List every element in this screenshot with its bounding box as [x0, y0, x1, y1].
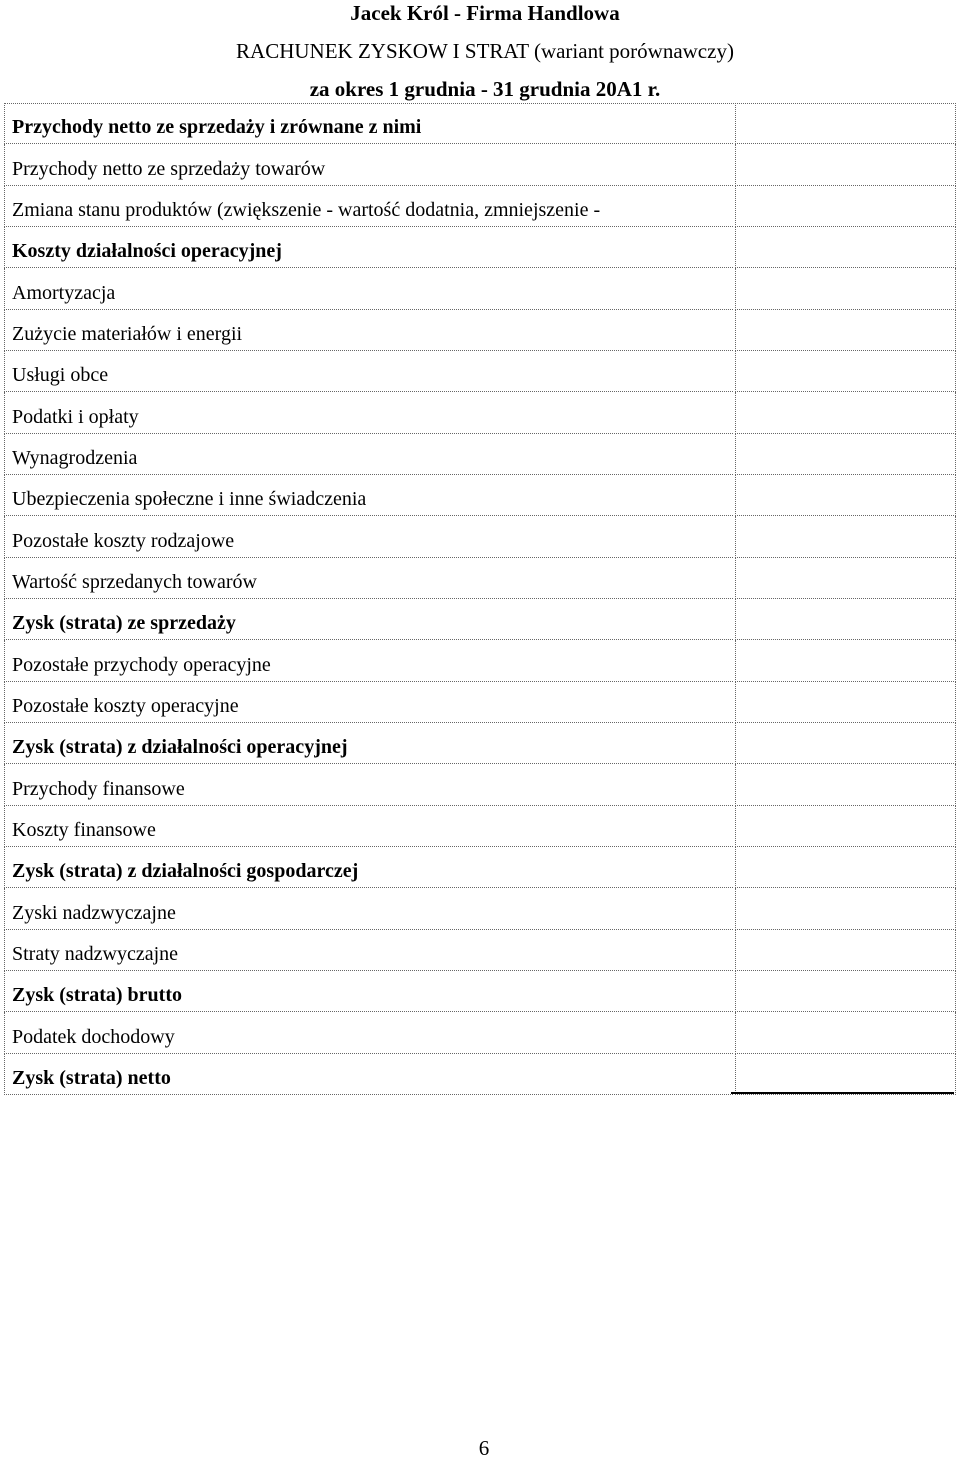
table-row	[4, 186, 956, 227]
row-value-cell	[735, 103, 956, 144]
row-label-cell	[4, 186, 733, 227]
row-label: Przychody netto ze sprzedaży i zrównane z nimi	[12, 116, 422, 139]
row-value-cell	[735, 640, 956, 681]
row-value-cell	[735, 599, 956, 640]
table-row	[4, 434, 956, 475]
row-value-cell	[735, 434, 956, 475]
table-row	[4, 640, 956, 681]
row-value-cell	[735, 227, 956, 268]
table-row	[4, 930, 956, 971]
row-label-cell	[4, 1012, 733, 1053]
row-value-cell	[735, 475, 956, 516]
row-label: Przychody netto ze sprzedaży towarów	[12, 157, 326, 180]
table-row	[4, 847, 956, 888]
table-row	[4, 1012, 956, 1053]
income-statement-table	[4, 103, 956, 1095]
row-label-cell	[4, 351, 733, 392]
row-label-cell	[4, 103, 733, 144]
row-label-cell	[4, 392, 733, 433]
row-label-cell	[4, 1054, 733, 1095]
row-value-cell	[735, 392, 956, 433]
row-label-cell	[4, 764, 733, 805]
row-label: Zyski nadzwyczajne	[12, 901, 176, 924]
row-label-cell	[4, 723, 733, 764]
table-row	[4, 516, 956, 557]
row-label-cell	[4, 682, 733, 723]
statement-title: RACHUNEK ZYSKOW I STRAT (wariant porównawczy)	[236, 39, 734, 63]
row-value-cell	[735, 930, 956, 971]
row-label: Usługi obce	[12, 364, 109, 387]
row-label: Zmiana stanu produktów (zwiększenie - wartość dodatnia, zmniejszenie -	[12, 198, 601, 221]
table-row	[4, 310, 956, 351]
row-value-cell	[735, 888, 956, 929]
row-label-cell	[4, 806, 733, 847]
row-label: Zużycie materiałów i energii	[12, 322, 243, 345]
row-value-cell	[735, 186, 956, 227]
table-row	[4, 144, 956, 185]
table-row	[4, 1054, 956, 1095]
row-label: Pozostałe przychody operacyjne	[12, 653, 271, 676]
row-value-cell	[735, 806, 956, 847]
table-row	[4, 599, 956, 640]
row-value-cell	[735, 1054, 956, 1095]
row-label-cell	[4, 144, 733, 185]
row-label: Wartość sprzedanych towarów	[12, 570, 257, 593]
table-row	[4, 682, 956, 723]
row-value-cell	[735, 723, 956, 764]
table-row	[4, 558, 956, 599]
row-label-cell	[4, 310, 733, 351]
table-row	[4, 971, 956, 1012]
table-row	[4, 103, 956, 144]
row-value-cell	[735, 971, 956, 1012]
row-label: Zysk (strata) z działalności operacyjnej	[12, 736, 348, 759]
row-label: Wynagrodzenia	[12, 446, 138, 469]
row-label-cell	[4, 268, 733, 309]
table-row	[4, 392, 956, 433]
row-label: Koszty finansowe	[12, 818, 156, 841]
row-label: Przychody finansowe	[12, 777, 185, 800]
row-label: Ubezpieczenia społeczne i inne świadczenia	[12, 488, 367, 511]
row-value-cell	[735, 268, 956, 309]
row-value-cell	[735, 351, 956, 392]
row-label-cell	[4, 640, 733, 681]
row-label: Podatek dochodowy	[12, 1025, 175, 1048]
row-value-cell	[735, 558, 956, 599]
row-value-cell	[735, 764, 956, 805]
row-label: Zysk (strata) brutto	[12, 984, 182, 1007]
row-label: Straty nadzwyczajne	[12, 942, 179, 965]
row-label-cell	[4, 930, 733, 971]
row-label-cell	[4, 558, 733, 599]
company-name: Jacek Król - Firma Handlowa	[350, 1, 620, 25]
row-value-cell	[735, 1012, 956, 1053]
table-row	[4, 764, 956, 805]
row-label-cell	[4, 227, 733, 268]
row-value-cell	[735, 310, 956, 351]
table-row	[4, 227, 956, 268]
row-label-cell	[4, 599, 733, 640]
row-label: Zysk (strata) z działalności gospodarczej	[12, 860, 359, 883]
statement-period: za okres 1 grudnia - 31 grudnia 20A1 r.	[309, 77, 661, 101]
net-profit-underline	[731, 1092, 954, 1094]
row-value-cell	[735, 682, 956, 723]
row-label-cell	[4, 475, 733, 516]
row-label-cell	[4, 434, 733, 475]
table-row	[4, 888, 956, 929]
row-label-cell	[4, 971, 733, 1012]
row-label: Amortyzacja	[12, 281, 116, 304]
row-label-cell	[4, 888, 733, 929]
row-label: Zysk (strata) netto	[12, 1066, 171, 1089]
row-label: Podatki i opłaty	[12, 405, 139, 428]
row-label-cell	[4, 847, 733, 888]
row-label: Zysk (strata) ze sprzedaży	[12, 612, 236, 635]
row-label: Pozostałe koszty operacyjne	[12, 694, 239, 717]
page-number: 6	[478, 1436, 490, 1460]
row-label-cell	[4, 516, 733, 557]
row-value-cell	[735, 847, 956, 888]
table-row	[4, 723, 956, 764]
row-value-cell	[735, 144, 956, 185]
row-label: Koszty działalności operacyjnej	[12, 240, 282, 263]
table-row	[4, 475, 956, 516]
table-row	[4, 806, 956, 847]
row-label: Pozostałe koszty rodzajowe	[12, 529, 235, 552]
table-row	[4, 351, 956, 392]
table-row	[4, 268, 956, 309]
row-value-cell	[735, 516, 956, 557]
